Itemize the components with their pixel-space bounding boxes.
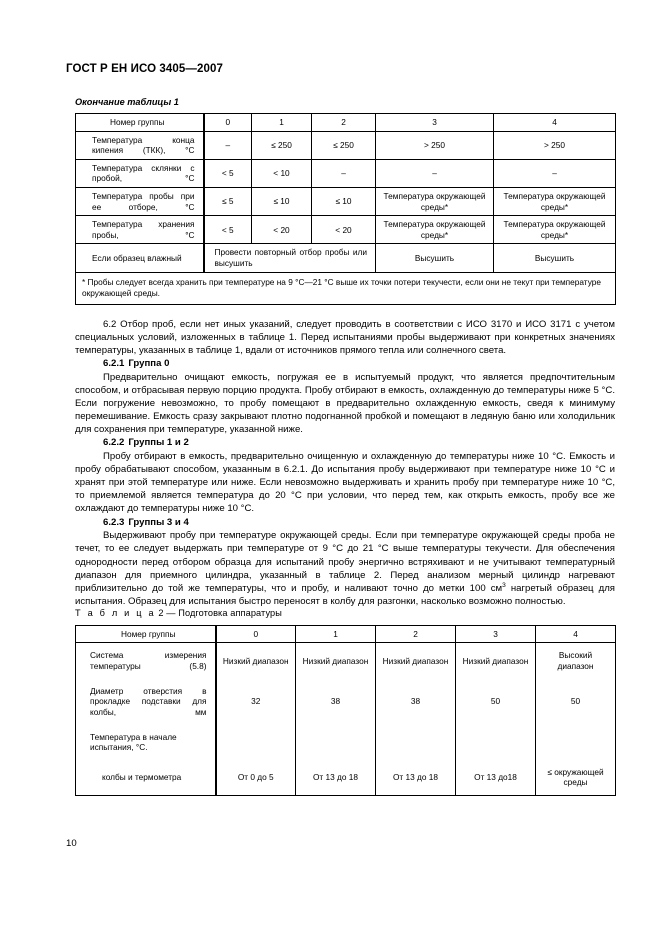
table2-row2-col1 bbox=[296, 725, 376, 760]
clause-6-2-3-text-part-b: нагретый образец для испытания. Образец для испытания быстро переносят в колбу для разгонки, насколько возможно полностью. bbox=[75, 582, 615, 607]
table1-row0-col2: ≤ 250 bbox=[312, 131, 376, 159]
table1-row2-label: Температура пробы при ее отборе, °С bbox=[76, 188, 204, 216]
table2-row3-col2: От 13 до 18 bbox=[376, 760, 456, 796]
table1-row1-col3: – bbox=[376, 159, 494, 187]
clause-6-2-2-paragraph: Пробу отбирают в емкость, предварительно очищенную и охлажденную до температуры ниже 10 °С. Емкость и пробу обрабатывают способом, указанным в 6.2.1. До испытания пробу выдерживают при температуре ниже 10 °С и хранят при этой температуре или ниже. Если невозможно выдерживать и хранить пробу при температуре ниже 10 °С, то приемлемой является температура до 20 °С при условии, что перед тем, как открыть емкость, пробу все же охлаждают до температуры ниже 10 °С. bbox=[75, 451, 615, 515]
table1-row1-label: Температура склянки с пробой, °С bbox=[76, 159, 204, 187]
table2-row1-label: Диаметр отверстия в прокладке подставки для колбы, мм bbox=[76, 679, 216, 725]
table2-caption bbox=[75, 608, 615, 618]
table-row bbox=[76, 760, 616, 796]
table2-row2-col2 bbox=[376, 725, 456, 760]
table-row bbox=[76, 643, 616, 679]
table2-header-col1: 1 bbox=[296, 625, 376, 643]
table2-row1-col0: 32 bbox=[216, 679, 296, 725]
table-row bbox=[76, 216, 616, 244]
table1-row3-col0: < 5 bbox=[204, 216, 252, 244]
table-row bbox=[76, 725, 616, 760]
table1-row0-label: Температура конца кипения (ТКК), °С bbox=[76, 131, 204, 159]
table2-row1-col3: 50 bbox=[456, 679, 536, 725]
clause-6-2-3-paragraph bbox=[75, 529, 615, 607]
table1-caption: Окончание таблицы 1 bbox=[75, 97, 179, 107]
table1-header-col4: 4 bbox=[494, 114, 616, 132]
table1-header-col1: 1 bbox=[252, 114, 312, 132]
table-row bbox=[76, 679, 616, 725]
table2-row3-col0: От 0 до 5 bbox=[216, 760, 296, 796]
page-number: 10 bbox=[66, 838, 77, 849]
table2-row0-col2: Низкий диапазон bbox=[376, 643, 456, 679]
cubic-centimetre-exponent: 3 bbox=[502, 581, 506, 589]
clause-6-2-1-number: 6.2.1 bbox=[103, 358, 125, 370]
table2-row3-label: колбы и термометра bbox=[76, 760, 216, 796]
clause-6-2-3-number: 6.2.3 bbox=[103, 516, 125, 528]
table1-row3-label: Температура хранения пробы, °С bbox=[76, 216, 204, 244]
table1-row2-col2: ≤ 10 bbox=[312, 188, 376, 216]
table1-row3-col2: < 20 bbox=[312, 216, 376, 244]
table-row bbox=[76, 244, 616, 272]
table2-row0-col0: Низкий диапазон bbox=[216, 643, 296, 679]
table2-row2-col4 bbox=[536, 725, 616, 760]
table2-row1-col1: 38 bbox=[296, 679, 376, 725]
table2-header-col2: 2 bbox=[376, 625, 456, 643]
body-text bbox=[75, 318, 615, 608]
table2-row3-col3: От 13 до18 bbox=[456, 760, 536, 796]
clause-6-2-1-title: Группа 0 bbox=[128, 358, 170, 370]
table-row-header bbox=[76, 625, 616, 643]
table-row bbox=[76, 159, 616, 187]
table2-caption-number: 2 bbox=[158, 607, 164, 618]
table1-footnote: * Пробы следует всегда хранить при температуре на 9 °С—21 °С выше их точки потери текучести, если они не текут при температуре окружающей среды. bbox=[76, 272, 616, 304]
table1-header-col2: 2 bbox=[312, 114, 376, 132]
table2-row2-col3 bbox=[456, 725, 536, 760]
table1-row0-col1: ≤ 250 bbox=[252, 131, 312, 159]
table-1 bbox=[75, 113, 616, 305]
table2-header-label: Номер группы bbox=[76, 625, 216, 643]
clause-6-2-1-paragraph: Предварительно очищают емкость, погружая ее в испытуемый продукт, что является предпочтительным способом, и отбрасывая первую порцию продукта. Пробу отбирают в емкость, охлажденную до температуры ниже 5 °С. Если погружение невозможно, то пробу помещают в предварительно охлажденную емкость, сведя к минимуму перемешивание. Емкость сразу закрывают плотно подогнанной пробкой и помещают в ледяную баню или холодильник для сохранения при температуре, указанной ниже. bbox=[75, 372, 615, 436]
table2-row3-col4: ≤ окружающей среды bbox=[536, 760, 616, 796]
table1-row2-col3: Температура окружающей среды* bbox=[376, 188, 494, 216]
table1-row0-col0: – bbox=[204, 131, 252, 159]
clause-6-2-2-heading bbox=[75, 436, 615, 450]
table2-caption-prefix: Т а б л и ц а bbox=[75, 607, 156, 618]
table-row-header bbox=[76, 114, 616, 132]
table2-row0-col4: Высокий диапазон bbox=[536, 643, 616, 679]
clause-6-2-3-heading bbox=[75, 516, 615, 530]
table2-row0-label: Система измерения температуры (5.8) bbox=[76, 643, 216, 679]
table1-header-col0: 0 bbox=[204, 114, 252, 132]
clause-6-2-3-text-part-a: Выдерживают пробу при температуре окружающей среды. Если при температуре окружающей среды проба не течет, то ее следует выдержать при температуре от 9 °С до 21 °С выше температуры текучести. Для обеспечения однородности перед отбором образца для испытаний пробу энергично встряхивают и не учитывают температурный диапазон для приемного цилиндра, указанный в таблице 2. Перед анализом мерный цилиндр нагревают приблизительно до той же температуры, что и пробу, и наливают точно до метки 100 см bbox=[75, 530, 615, 594]
table1-row2-col0: ≤ 5 bbox=[204, 188, 252, 216]
table2-header-col3: 3 bbox=[456, 625, 536, 643]
table1-row0-col4: > 250 bbox=[494, 131, 616, 159]
table1-row1-col0: < 5 bbox=[204, 159, 252, 187]
clause-6-2-3-title: Группы 3 и 4 bbox=[128, 516, 189, 528]
table2-caption-title: — Подготовка аппаратуры bbox=[166, 607, 282, 618]
running-head: ГОСТ Р ЕН ИСО 3405—2007 bbox=[66, 63, 223, 75]
table1-row1-col2: – bbox=[312, 159, 376, 187]
table2-header-col4: 4 bbox=[536, 625, 616, 643]
table2-row2-col0 bbox=[216, 725, 296, 760]
table-2 bbox=[75, 625, 616, 796]
clause-6-2-2-title: Группы 1 и 2 bbox=[128, 437, 189, 449]
table1-row0-col3: > 250 bbox=[376, 131, 494, 159]
page-content bbox=[66, 0, 615, 796]
table2-row1-col4: 50 bbox=[536, 679, 616, 725]
table1-row2-col4: Температура окружающей среды* bbox=[494, 188, 616, 216]
table1-row3-col1: < 20 bbox=[252, 216, 312, 244]
clause-6-2-paragraph: 6.2 Отбор проб, если нет иных указаний, следует проводить в соответствии с ИСО 3170 и ИСО 3171 с учетом специальных условий, изложенных в таблице 1. Перед испытаниями пробы выдерживают при конкретных значениях температуры, указанных в таблице 1, вдали от источников прямого тепла или солнечного света. bbox=[75, 319, 615, 357]
table2-row2-label: Температура в начале испытания, °С. bbox=[76, 725, 216, 760]
table-row bbox=[76, 188, 616, 216]
table1-header-label: Номер группы bbox=[76, 114, 204, 132]
table1-row4-label: Если образец влажный bbox=[76, 244, 204, 272]
table1-row1-col1: < 10 bbox=[252, 159, 312, 187]
table2-row0-col3: Низкий диапазон bbox=[456, 643, 536, 679]
table1-row3-col3: Температура окружающей среды* bbox=[376, 216, 494, 244]
table2-header-col0: 0 bbox=[216, 625, 296, 643]
table1-header-col3: 3 bbox=[376, 114, 494, 132]
table-row bbox=[76, 131, 616, 159]
table-footnote-row bbox=[76, 272, 616, 304]
table1-row3-col4: Температура окружающей среды* bbox=[494, 216, 616, 244]
table1-row1-col4: – bbox=[494, 159, 616, 187]
table2-row1-col2: 38 bbox=[376, 679, 456, 725]
table1-row4-merged: Провести повторный отбор пробы или высушить bbox=[204, 244, 376, 272]
clause-6-2-2-number: 6.2.2 bbox=[103, 437, 125, 449]
table1-row2-col1: ≤ 10 bbox=[252, 188, 312, 216]
table2-row0-col1: Низкий диапазон bbox=[296, 643, 376, 679]
table1-row4-col3: Высушить bbox=[376, 244, 494, 272]
clause-6-2-1-heading bbox=[75, 357, 615, 371]
table1-row4-col4: Высушить bbox=[494, 244, 616, 272]
table2-row3-col1: От 13 до 18 bbox=[296, 760, 376, 796]
